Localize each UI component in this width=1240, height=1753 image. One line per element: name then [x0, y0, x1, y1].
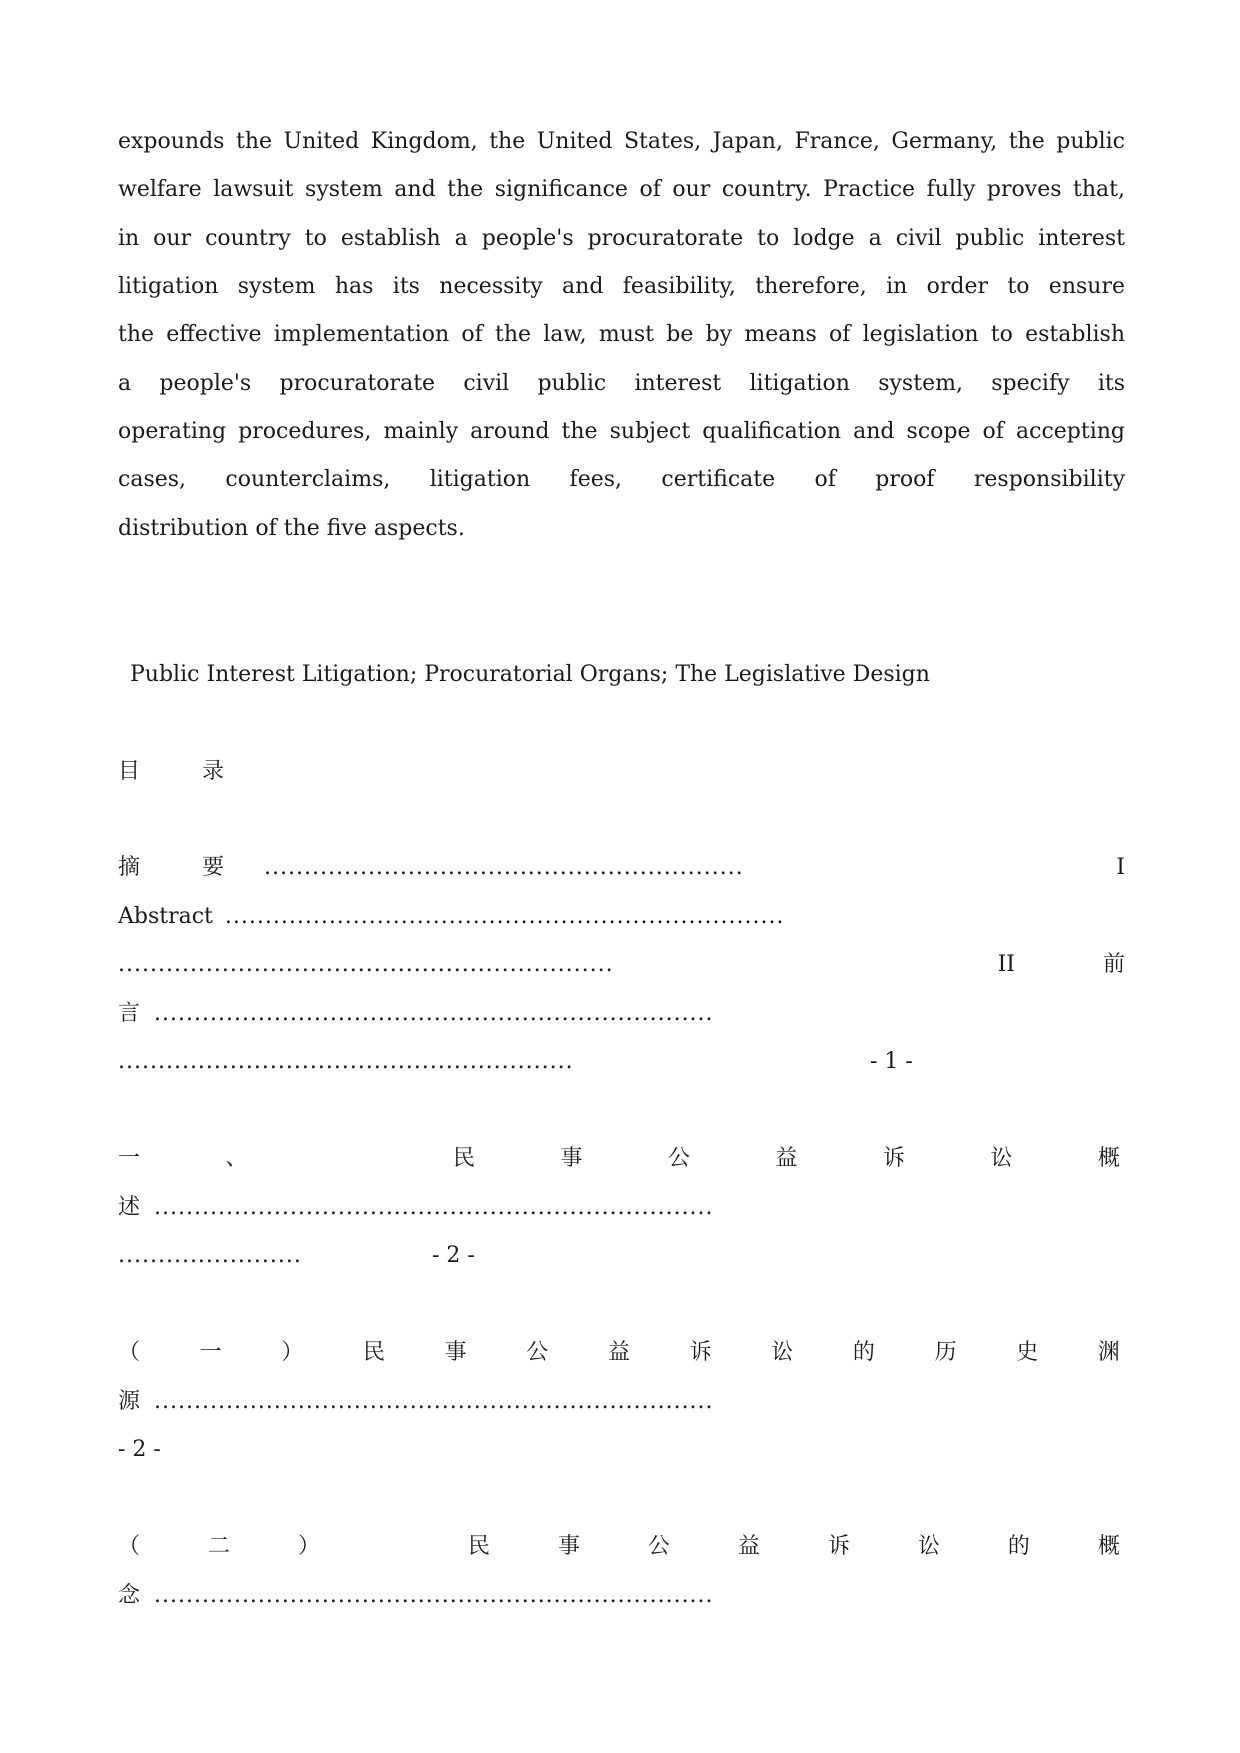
- toc-title-char-1: 目: [118, 759, 141, 784]
- toc-char: 诉: [827, 1534, 850, 1559]
- toc-page-number: I: [1116, 855, 1125, 880]
- toc-char: （: [118, 1534, 141, 1559]
- toc-char: 讼: [917, 1534, 940, 1559]
- toc-char: 事: [557, 1534, 580, 1559]
- abstract-line-2: welfare lawsuit system and the significance of our country. Practice fully proves that,: [118, 177, 1125, 202]
- toc-char: 民: [362, 1340, 385, 1365]
- toc-char: 益: [775, 1146, 798, 1171]
- abstract-line-3: in our country to establish a people's procuratorate to lodge a civil public interest: [118, 226, 1125, 251]
- toc-page-number: - 1 -: [870, 1049, 913, 1074]
- toc-char: （: [118, 1340, 141, 1365]
- toc-char: 讼: [990, 1146, 1013, 1171]
- toc-entry-abstract-en-cont[interactable]: [118, 950, 1125, 980]
- toc-char: ）: [297, 1534, 320, 1559]
- toc-entry-section-1-1-page[interactable]: [118, 1435, 1125, 1465]
- abstract-line-9: distribution of the five aspects.: [118, 516, 465, 541]
- toc-char: 诉: [689, 1340, 712, 1365]
- abstract-line-5: the effective implementation of the law, must be by means of legislation to establish: [118, 322, 1125, 347]
- toc-entry-section-1-2[interactable]: [118, 1532, 1120, 1562]
- toc-title-char-2: 录: [202, 759, 225, 784]
- toc-entry-preface-cont[interactable]: [118, 1047, 1125, 1077]
- toc-char: ）: [281, 1340, 304, 1365]
- keywords-line: Public Interest Litigation; Procuratorial Organs; The Legislative Design: [130, 662, 930, 687]
- toc-char: 益: [737, 1534, 760, 1559]
- toc-char: 公: [526, 1340, 549, 1365]
- toc-entry-abstract-en[interactable]: [118, 902, 1125, 932]
- toc-char: 事: [560, 1146, 583, 1171]
- toc-entry-section-1-1[interactable]: [118, 1338, 1120, 1368]
- toc-char: 历: [934, 1340, 957, 1365]
- toc-char: 的: [852, 1340, 875, 1365]
- toc-char: 渊: [1097, 1340, 1120, 1365]
- toc-char: 公: [667, 1146, 690, 1171]
- toc-leader-dots: ......................................................................: [154, 1389, 714, 1414]
- toc-entry-chapter-1-cont[interactable]: [118, 1193, 1125, 1223]
- toc-char: 概: [1097, 1146, 1120, 1171]
- toc-entry-chapter-1[interactable]: [118, 1144, 1120, 1174]
- toc-leader-dots: ......................................................................: [224, 904, 785, 929]
- toc-char: 史: [1016, 1340, 1039, 1365]
- abstract-line-8: cases, counterclaims, litigation fees, certificate of proof responsibility: [118, 467, 1125, 492]
- toc-entry-section-1-1-cont[interactable]: [118, 1387, 1125, 1417]
- toc-leader-dots: .......................: [118, 1243, 302, 1268]
- toc-entry-section-1-2-cont[interactable]: [118, 1581, 1125, 1611]
- toc-char: 公: [647, 1534, 670, 1559]
- toc-char: 前: [1102, 952, 1125, 977]
- toc-entry-chapter-1-page[interactable]: [118, 1241, 1125, 1271]
- toc-char: 诉: [882, 1146, 905, 1171]
- toc-entry-label: Abstract: [118, 904, 213, 929]
- toc-char: 二: [207, 1534, 230, 1559]
- toc-char: 一: [199, 1340, 222, 1365]
- toc-char: 民: [452, 1146, 475, 1171]
- toc-leader-dots: ......................................................................: [154, 1195, 714, 1220]
- toc-char: 源: [118, 1389, 141, 1414]
- toc-char: 概: [1097, 1534, 1120, 1559]
- toc-leader-dots: ............................................................: [264, 855, 744, 880]
- toc-char: 事: [444, 1340, 467, 1365]
- toc-page-number: II: [997, 952, 1015, 977]
- toc-char: 、: [225, 1146, 248, 1171]
- toc-leader-dots: ......................................................................: [154, 1583, 714, 1608]
- toc-char: 的: [1007, 1534, 1030, 1559]
- toc-char: 言: [118, 1001, 141, 1026]
- toc-char: 益: [607, 1340, 630, 1365]
- toc-leader-dots: ..............................................................: [118, 952, 614, 977]
- toc-char: 述: [118, 1195, 141, 1220]
- toc-leader-dots: ......................................................................: [154, 1001, 714, 1026]
- toc-entry-abstract-cn[interactable]: [118, 853, 1125, 883]
- abstract-line-6: a people's procuratorate civil public interest litigation system, specify its: [118, 371, 1125, 396]
- toc-char: 念: [118, 1583, 141, 1608]
- toc-page-number: - 2 -: [432, 1243, 475, 1268]
- abstract-line-4: litigation system has its necessity and feasibility, therefore, in order to ensure: [118, 274, 1125, 299]
- toc-char: 要: [202, 855, 225, 880]
- toc-char: 摘: [118, 855, 141, 880]
- toc-page-number: - 2 -: [118, 1437, 161, 1462]
- toc-char: 讼: [771, 1340, 794, 1365]
- toc-entry-preface[interactable]: [118, 999, 1125, 1029]
- toc-char: 民: [467, 1534, 490, 1559]
- toc-title: [118, 757, 238, 787]
- toc-char: 一: [118, 1146, 141, 1171]
- abstract-line-7: operating procedures, mainly around the subject qualification and scope of accepting: [118, 419, 1125, 444]
- toc-leader-dots: .........................................................: [118, 1049, 574, 1074]
- abstract-line-1: expounds the United Kingdom, the United States, Japan, France, Germany, the public: [118, 129, 1125, 154]
